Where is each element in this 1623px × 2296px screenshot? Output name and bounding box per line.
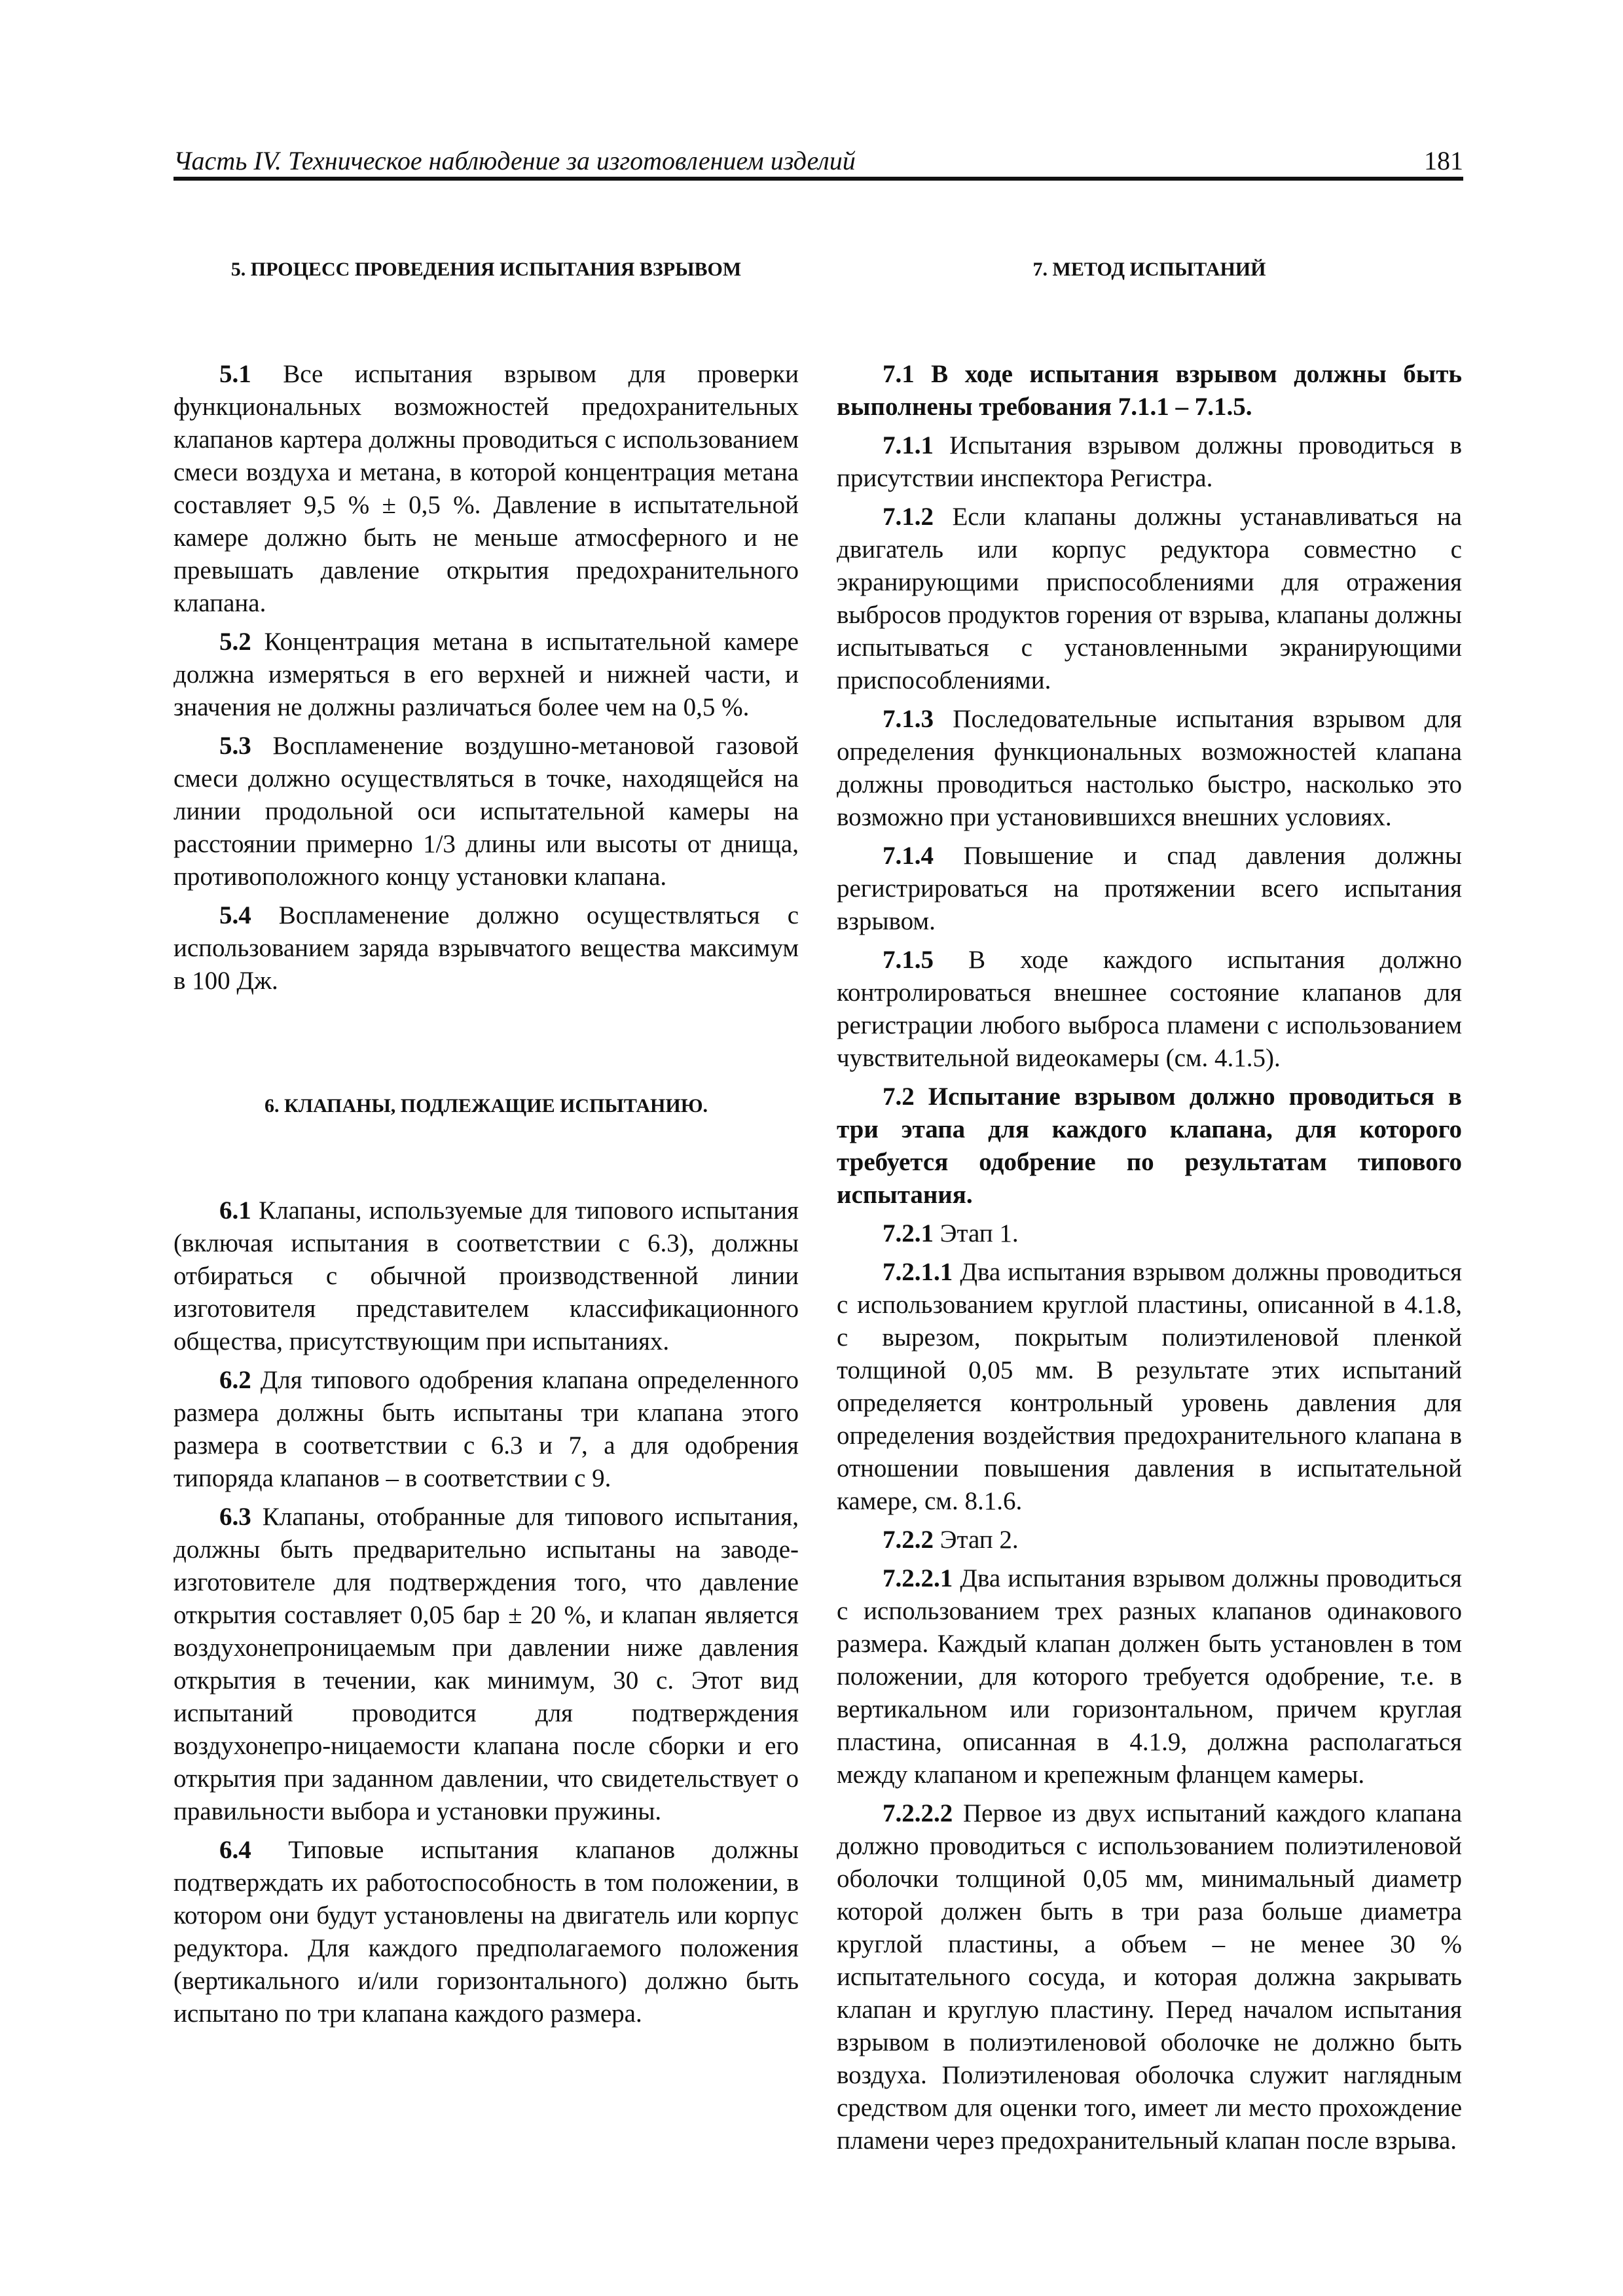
paragraph-text: Типовые испытания клапанов должны подтверждать их работоспособность в том положении, в котором они будут установлены на двигатель или корпус редуктора. Для каждого предполагаемого положения (вертикального и/или горизонтального) должно быть испытано по три клапана каждого размера. — [173, 1836, 799, 2028]
paragraph-7-2-1-1 — [837, 1256, 1462, 1518]
paragraph-text: Последовательные испытания взрывом для определения функциональных возможностей клапана должны проводиться настолько быстро, насколько это возможно при установившихся внешних условиях. — [837, 705, 1462, 831]
paragraph-number: 5.2 — [219, 628, 251, 656]
paragraph-7-1-5 — [837, 944, 1462, 1075]
paragraph-7-1-2 — [837, 501, 1462, 697]
paragraph-number: 6.1 — [219, 1196, 251, 1225]
paragraph-number: 6.3 — [219, 1503, 251, 1531]
paragraph-number: 6.2 — [219, 1366, 251, 1394]
section-6-title: 6. КЛАПАНЫ, ПОДЛЕЖАЩИЕ ИСПЫТАНИЮ. — [264, 1095, 708, 1117]
paragraph-text: Для типового одобрения клапана определенного размера должны быть испытаны три клапана этого размера в соответствии с 6.3 и 7, а для одобрения типоряда клапанов – в соответствии с 9. — [173, 1366, 799, 1492]
section-7-title: 7. МЕТОД ИСПЫТАНИЙ — [1032, 259, 1266, 280]
paragraph-number: 6.4 — [219, 1836, 251, 1864]
paragraph-number: 7.2.1 — [883, 1219, 934, 1247]
paragraph-number: 7.2.2.2 — [883, 1799, 953, 1827]
paragraph-7-2-1 — [837, 1217, 1462, 1250]
paragraph-7-2: 7.2 Испытание взрывом должно проводиться в три этапа для каждого клапана, для которого требуется одобрение по результатам типового испытания. — [837, 1083, 1462, 1209]
paragraph-number: 5.4 — [219, 901, 251, 929]
paragraph-number: 7.1.5 — [883, 946, 934, 974]
paragraph-7-1-4 — [837, 840, 1462, 938]
paragraph-number: 5.3 — [219, 732, 251, 760]
paragraph-6-2 — [173, 1364, 799, 1495]
section-5-title: 5. ПРОЦЕСС ПРОВЕДЕНИЯ ИСПЫТАНИЯ ВЗРЫВОМ — [230, 259, 742, 280]
paragraph-text: Если клапаны должны устанавливаться на двигатель или корпус редуктора совместно с экранирующими приспособлениями для отражения выбросов продуктов горения от взрыва, клапаны должны испытываться с установленными экранирующими приспособлениями. — [837, 503, 1462, 694]
paragraph-text: Клапаны, используемые для типового испытания (включая испытания в соответствии с 6.3), должны отбираться с обычной производственной линии изготовителя представителем классификационного общества, присутствующим при испытаниях. — [173, 1196, 799, 1355]
page-number: 181 — [1424, 146, 1463, 175]
paragraph-text: Воспламенение должно осуществляться с использованием заряда взрывчатого вещества максимум в 100 Дж. — [173, 901, 799, 995]
paragraph-text: Два испытания взрывом должны проводиться с использованием круглой пластины, описанной в 4.1.8, с вырезом, покрытым полиэтиленовой пленкой толщиной 0,05 мм. В результате этих испытаний определяется контрольный уровень давления для определения воздействия предохранительного клапана в отношении повышения давления в испытательной камере, см. 8.1.6. — [837, 1258, 1462, 1515]
paragraph-text: Первое из двух испытаний каждого клапана должно проводиться с использованием полиэтиленовой оболочки толщиной 0,05 мм, минимальный диаметр которой должен быть в три раза больше диаметра круглой пластины, а объем – не менее 30 % испытательного сосуда, и которая должна закрывать клапан и круглую пластину. Перед началом испытания взрывом в полиэтиленовой оболочке не должно быть воздуха. Полиэтиленовая оболочка служит наглядным средством для оценки того, имеет ли место прохождение пламени через предохранительный клапан после взрыва. — [837, 1799, 1462, 2155]
paragraph-5-4 — [173, 899, 799, 997]
paragraph-number: 7.2.2 — [883, 1526, 934, 1554]
paragraph-7-1: 7.1 В ходе испытания взрывом должны быть выполнены требования 7.1.1 – 7.1.5. — [837, 360, 1462, 421]
paragraph-text: В ходе каждого испытания должно контролироваться внешнее состояние клапанов для регистрации любого выброса пламени с использованием чувствительной видеокамеры (см. 4.1.5). — [837, 946, 1462, 1072]
paragraph-number: 7.1.3 — [883, 705, 934, 733]
paragraph-text: Повышение и спад давления должны регистрироваться на протяжении всего испытания взрывом. — [837, 842, 1462, 935]
paragraph-text: Клапаны, отобранные для типового испытания, должны быть предварительно испытаны на заводе-изготовителе для подтверждения того, что давление открытия составляет 0,05 бар ± 20 %, и клапан является воздухонепроницаемым при давлении ниже давления открытия в течении, как минимум, 30 с. Этот вид испытаний проводится для подтверждения воздухонепро-ницаемости клапана после сборки и его открытия при заданном давлении, что свидетельствует о правильности выбора и установки пружины. — [173, 1503, 799, 1825]
paragraph-6-4 — [173, 1834, 799, 2030]
paragraph-text: Концентрация метана в испытательной камере должна измеряться в его верхней и нижней части, и значения не должны различаться более чем на 0,5 %. — [173, 628, 799, 721]
paragraph-5-1 — [173, 358, 799, 620]
paragraph-text: Этап 1. — [934, 1219, 1019, 1247]
paragraph-text: Испытания взрывом должны проводиться в присутствии инспектора Регистра. — [837, 431, 1462, 492]
paragraph-7-2-2 — [837, 1524, 1462, 1556]
paragraph-7-1-1 — [837, 429, 1462, 495]
paragraph-number: 7.2.1.1 — [883, 1258, 953, 1286]
header-title: Часть IV. Техническое наблюдение за изготовлением изделий — [173, 146, 856, 175]
paragraph-number: 7.1.2 — [883, 503, 934, 531]
paragraph-7-1-3 — [837, 703, 1462, 834]
paragraph-text: Воспламенение воздушно-метановой газовой смеси должно осуществляться в точке, находящейся на линии продольной оси испытательной камеры на расстоянии примерно 1/3 длины или высоты от днища, противоположного концу установки клапана. — [173, 732, 799, 891]
paragraph-6-1 — [173, 1194, 799, 1358]
paragraph-text: Все испытания взрывом для проверки функциональных возможностей предохранительных клапанов картера должны проводиться с использованием смеси воздуха и метана, в которой концентрация метана составляет 9,5 % ± 0,5 %. Давление в испытательной камере должно быть не меньше атмосферного и не превышать давление открытия предохранительного клапана. — [173, 360, 799, 617]
right-column — [837, 259, 1462, 2163]
paragraph-5-2 — [173, 626, 799, 724]
paragraph-text: Два испытания взрывом должны проводиться с использованием трех разных клапанов одинакового размера. Каждый клапан должен быть установлен в том положении, для которого требуется одобрение, т.е. в вертикальном или горизонтальном, причем круглая пластина, описанная в 4.1.9, должна располагаться между клапаном и крепежным фланцем камеры. — [837, 1564, 1462, 1789]
paragraph-5-3 — [173, 730, 799, 893]
paragraph-7-2-2-2 — [837, 1797, 1462, 2157]
paragraph-number: 7.2.2.1 — [883, 1564, 953, 1592]
paragraph-number: 7.1.1 — [883, 431, 934, 459]
paragraph-6-3 — [173, 1501, 799, 1828]
running-header — [173, 145, 1463, 181]
paragraph-number: 5.1 — [219, 360, 251, 388]
paragraph-7-2-2-1 — [837, 1562, 1462, 1791]
paragraph-number: 7.1.4 — [883, 842, 934, 870]
left-column — [173, 259, 799, 2036]
paragraph-text: Этап 2. — [934, 1526, 1019, 1554]
